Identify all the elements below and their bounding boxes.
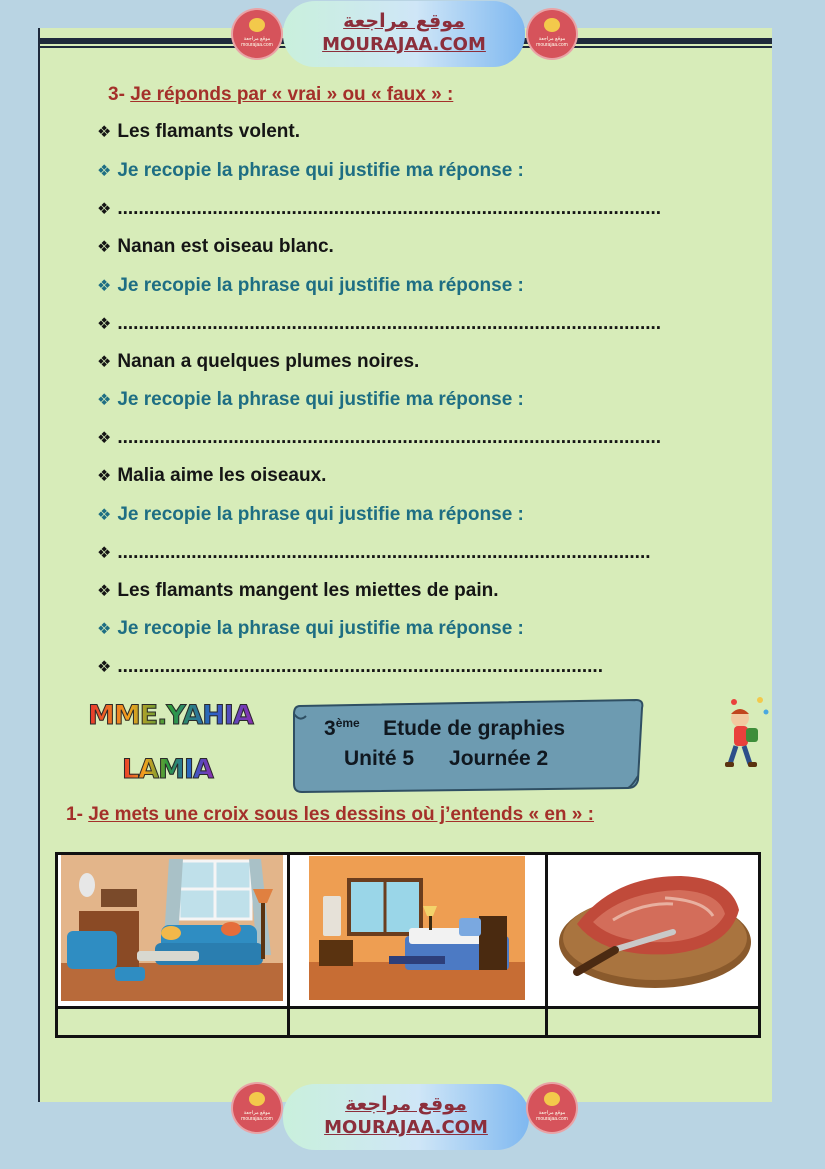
prompt-3: ❖ Je recopie la phrase qui justifie ma réponse : xyxy=(97,389,524,410)
banner-arabic-title: موقع مراجعة xyxy=(343,10,465,32)
diamond-bullet-icon: ❖ xyxy=(97,199,112,218)
logo-face-icon xyxy=(249,1092,265,1106)
answer-box-bedroom[interactable] xyxy=(288,1008,547,1037)
site-logo-left-top[interactable]: موقع مراجعة mourajaa.com xyxy=(233,10,281,58)
prompt-4: ❖ Je recopie la phrase qui justifie ma réponse : xyxy=(97,504,524,525)
diamond-bullet-icon: ❖ xyxy=(97,428,112,447)
pictures-table xyxy=(55,852,761,1038)
diamond-bullet-icon: ❖ xyxy=(97,237,112,256)
logo-face-icon xyxy=(249,18,265,32)
site-logo-right-bottom[interactable]: موقع مراجعة mourajaa.com xyxy=(528,1084,576,1132)
diamond-bullet-icon: ❖ xyxy=(97,276,112,295)
picture-cell-bedroom xyxy=(288,854,547,1008)
diamond-bullet-icon: ❖ xyxy=(97,619,112,638)
running-child-icon xyxy=(720,694,772,774)
lesson-info xyxy=(294,704,640,788)
diamond-bullet-icon: ❖ xyxy=(97,505,112,524)
answer-line-2[interactable]: ❖ ....................................................................................................... xyxy=(97,313,662,334)
author-name-line1: MME.YAHIA xyxy=(88,700,253,731)
banner-arabic-title: موقع مراجعة xyxy=(345,1093,467,1115)
site-banner-top[interactable] xyxy=(283,1,525,67)
diamond-bullet-icon: ❖ xyxy=(97,161,112,180)
exercise1-heading xyxy=(66,804,594,826)
logo-face-icon xyxy=(544,1092,560,1106)
site-banner-bottom[interactable] xyxy=(283,1084,529,1150)
diamond-bullet-icon: ❖ xyxy=(97,657,112,676)
answer-line-3[interactable]: ❖ ....................................................................................................... xyxy=(97,427,662,448)
logo-face-icon xyxy=(544,18,560,32)
statement-1: ❖ Les flamants volent. xyxy=(97,121,301,142)
lesson-title: 3ème Etude de graphies xyxy=(324,716,566,740)
author-name-line2: LAMIA xyxy=(122,754,213,785)
prompt-5: ❖ Je recopie la phrase qui justifie ma réponse : xyxy=(97,618,524,639)
answer-line-5[interactable]: ❖ ............................................................................................ xyxy=(97,656,603,677)
answer-box-living-room[interactable] xyxy=(57,1008,289,1037)
diamond-bullet-icon: ❖ xyxy=(97,352,112,371)
diamond-bullet-icon: ❖ xyxy=(97,314,112,333)
meat-on-board-image xyxy=(553,858,753,998)
diamond-bullet-icon: ❖ xyxy=(97,122,112,141)
exercise3-heading xyxy=(108,84,453,106)
lesson-unit-day: Unité 5 Journée 2 xyxy=(344,747,549,770)
exercise1-number: 1- xyxy=(66,804,83,825)
exercise1-title: Je mets une croix sous les dessins où j’entends « en » : xyxy=(88,804,594,825)
answer-box-meat[interactable] xyxy=(547,1008,760,1037)
statement-5: ❖ Les flamants mangent les miettes de pain. xyxy=(97,580,499,601)
banner-site-link[interactable]: MOURAJAA.COM xyxy=(322,34,486,55)
living-room-image xyxy=(61,855,283,1001)
diamond-bullet-icon: ❖ xyxy=(97,466,112,485)
statement-3: ❖ Nanan a quelques plumes noires. xyxy=(97,351,420,372)
banner-site-link[interactable]: MOURAJAA.COM xyxy=(324,1117,488,1138)
statement-4: ❖ Malia aime les oiseaux. xyxy=(97,465,327,486)
answer-line-1[interactable]: ❖ ....................................................................................................... xyxy=(97,198,662,219)
prompt-1: ❖ Je recopie la phrase qui justifie ma réponse : xyxy=(97,160,524,181)
site-logo-left-bottom[interactable]: موقع مراجعة mourajaa.com xyxy=(233,1084,281,1132)
diamond-bullet-icon: ❖ xyxy=(97,581,112,600)
picture-cell-meat xyxy=(547,854,760,1008)
statement-2: ❖ Nanan est oiseau blanc. xyxy=(97,236,334,257)
site-logo-right-top[interactable]: موقع مراجعة mourajaa.com xyxy=(528,10,576,58)
exercise3-title: Je réponds par « vrai » ou « faux » : xyxy=(130,84,454,105)
bedroom-image xyxy=(309,856,525,1000)
exercise3-number: 3- xyxy=(108,84,125,105)
prompt-2: ❖ Je recopie la phrase qui justifie ma réponse : xyxy=(97,275,524,296)
answer-line-4[interactable]: ❖ ..................................................................................................... xyxy=(97,542,651,563)
diamond-bullet-icon: ❖ xyxy=(97,543,112,562)
picture-cell-living-room xyxy=(57,854,289,1008)
diamond-bullet-icon: ❖ xyxy=(97,390,112,409)
